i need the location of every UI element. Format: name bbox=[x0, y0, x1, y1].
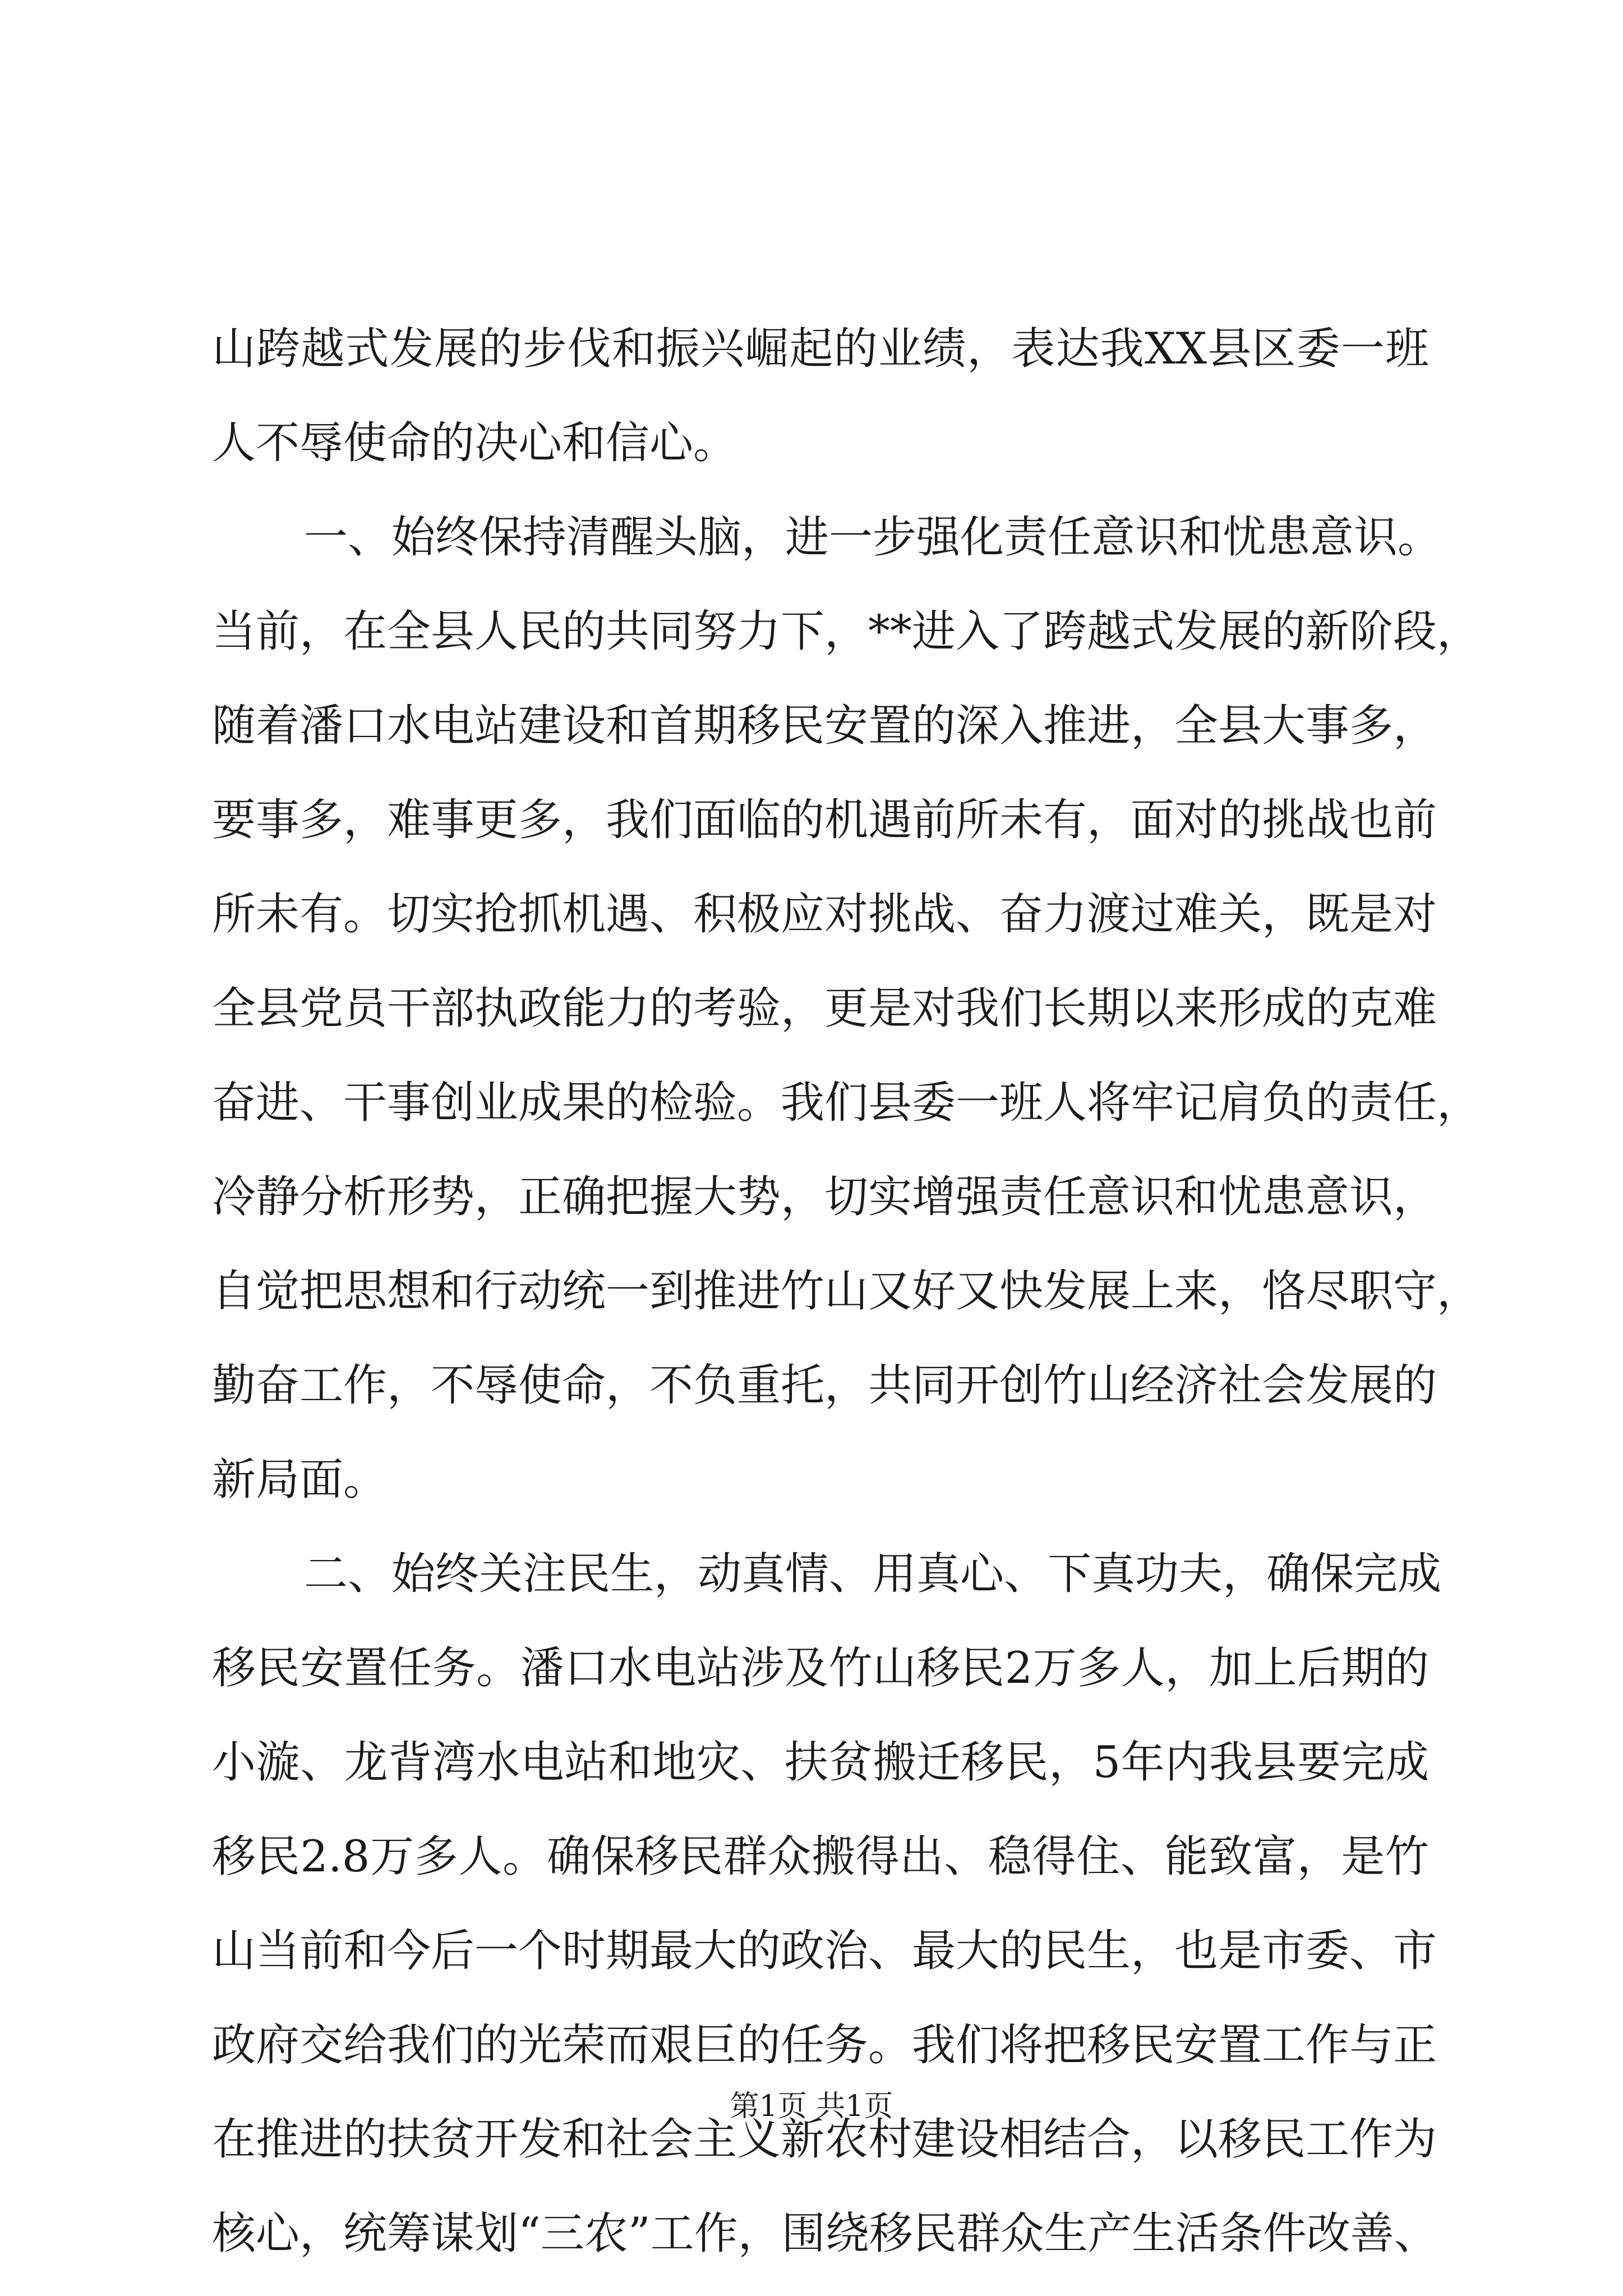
paragraph-heading-line: 二、始终关注民生，动真情、用真心、下真功夫，确保完成 bbox=[304, 1549, 1442, 1599]
text-line: 在推进的扶贫开发和社会主义新农村建设相结合，以移民工作为 bbox=[212, 2114, 1437, 2165]
text-line: 全县党员干部执政能力的考验，更是对我们长期以来形成的克难 bbox=[212, 983, 1437, 1034]
text-line: 人不辱使命的决心和信心。 bbox=[212, 418, 737, 468]
text-line: 要事多，难事更多，我们面临的机遇前所未有，面对的挑战也前 bbox=[212, 795, 1437, 845]
text-line: 奋进、干事创业成果的检验。我们县委一班人将牢记肩负的责任， bbox=[212, 1078, 1481, 1128]
text-line: 核心，统筹谋划“三农”工作，围绕移民群众生产生活条件改善、 bbox=[212, 2208, 1438, 2259]
text-line: 小漩、龙背湾水电站和地灾、扶贫搬迁移民，5年内我县要完成 bbox=[212, 1737, 1429, 1788]
page-footer: 第1页 共1页 bbox=[730, 2090, 893, 2123]
text-line: 所未有。切实抢抓机遇、积极应对挑战、奋力渡过难关，既是对 bbox=[212, 889, 1437, 940]
text-line: 移民安置任务。潘口水电站涉及竹山移民2万多人，加上后期的 bbox=[212, 1643, 1429, 1694]
text-line: 新局面。 bbox=[212, 1455, 388, 1505]
text-line: 山当前和今后一个时期最大的政治、最大的民生，也是市委、市 bbox=[212, 1926, 1437, 1976]
text-line: 当前，在全县人民的共同努力下，**进入了跨越式发展的新阶段， bbox=[212, 606, 1481, 657]
text-line: 自觉把思想和行动统一到推进竹山又好又快发展上来，恪尽职守， bbox=[212, 1266, 1481, 1317]
text-line: 随着潘口水电站建设和首期移民安置的深入推进，全县大事多， bbox=[212, 701, 1437, 751]
document-body bbox=[212, 302, 1481, 2281]
text-line: 山跨越式发展的步伐和振兴崛起的业绩，表达我XX县区委一班 bbox=[212, 324, 1429, 374]
text-line: 移民2.8万多人。确保移民群众搬得出、稳得住、能致富，是竹 bbox=[212, 1832, 1429, 1882]
paragraph-heading-line: 一、始终保持清醒头脑，进一步强化责任意识和忧患意识。 bbox=[304, 512, 1442, 563]
text-line: 政府交给我们的光荣而艰巨的任务。我们将把移民安置工作与正 bbox=[212, 2020, 1437, 2070]
text-line: 冷静分析形势，正确把握大势，切实增强责任意识和忧患意识， bbox=[212, 1172, 1437, 1222]
text-line: 勤奋工作，不辱使命，不负重托，共同开创竹山经济社会发展的 bbox=[212, 1360, 1437, 1411]
